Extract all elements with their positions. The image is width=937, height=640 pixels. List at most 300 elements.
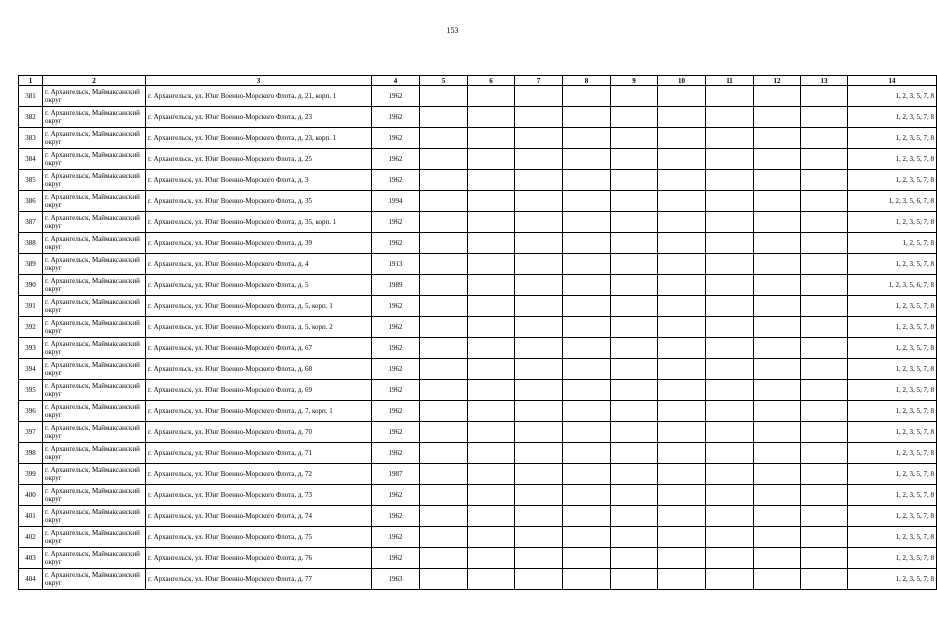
row-number-cell: 383 (19, 128, 43, 149)
empty-cell (468, 149, 515, 170)
empty-cell (420, 527, 468, 548)
empty-cell (658, 317, 706, 338)
empty-cell (563, 296, 611, 317)
empty-cell (658, 296, 706, 317)
empty-cell (754, 296, 801, 317)
address-cell: г. Архангельск, ул. Юнг Военно-Морского Флота, д. 74 (146, 506, 372, 527)
empty-cell (468, 422, 515, 443)
district-cell: г. Архангельск, Маймаксанский округ (43, 149, 146, 170)
row-number-cell: 390 (19, 275, 43, 296)
year-cell: 1962 (372, 233, 420, 254)
empty-cell (515, 191, 563, 212)
empty-cell (754, 212, 801, 233)
empty-cell (420, 233, 468, 254)
empty-cell (658, 275, 706, 296)
empty-cell (611, 569, 658, 590)
empty-cell (420, 170, 468, 191)
row-number-cell: 388 (19, 233, 43, 254)
empty-cell (801, 86, 848, 107)
empty-cell (420, 212, 468, 233)
empty-cell (515, 317, 563, 338)
empty-cell (801, 548, 848, 569)
year-cell: 1989 (372, 275, 420, 296)
empty-cell (801, 569, 848, 590)
empty-cell (420, 401, 468, 422)
empty-cell (611, 359, 658, 380)
row-number-cell: 395 (19, 380, 43, 401)
row-number-cell: 396 (19, 401, 43, 422)
empty-cell (563, 275, 611, 296)
empty-cell (563, 107, 611, 128)
column-header: 10 (658, 76, 706, 86)
empty-cell (611, 527, 658, 548)
address-cell: г. Архангельск, ул. Юнг Военно-Морского Флота, д. 21, корп. 1 (146, 86, 372, 107)
empty-cell (754, 338, 801, 359)
empty-cell (754, 401, 801, 422)
empty-cell (611, 254, 658, 275)
empty-cell (754, 233, 801, 254)
district-cell: г. Архангельск, Маймаксанский округ (43, 254, 146, 275)
empty-cell (754, 548, 801, 569)
codes-cell: 1, 2, 3, 5, 7, 8 (848, 296, 937, 317)
year-cell: 1962 (372, 317, 420, 338)
table-row (19, 191, 937, 212)
empty-cell (611, 296, 658, 317)
empty-cell (515, 464, 563, 485)
row-number-cell: 403 (19, 548, 43, 569)
table-row (19, 107, 937, 128)
address-cell: г. Архангельск, ул. Юнг Военно-Морского Флота, д. 23 (146, 107, 372, 128)
empty-cell (611, 149, 658, 170)
empty-cell (754, 86, 801, 107)
district-cell: г. Архангельск, Маймаксанский округ (43, 338, 146, 359)
empty-cell (801, 212, 848, 233)
codes-cell: 1, 2, 5, 7, 8 (848, 233, 937, 254)
table-row (19, 233, 937, 254)
table-row (19, 485, 937, 506)
year-cell: 1962 (372, 401, 420, 422)
address-cell: г. Архангельск, ул. Юнг Военно-Морского Флота, д. 35 (146, 191, 372, 212)
empty-cell (801, 422, 848, 443)
year-cell: 1962 (372, 128, 420, 149)
empty-cell (658, 149, 706, 170)
year-cell: 1962 (372, 107, 420, 128)
row-number-cell: 402 (19, 527, 43, 548)
year-cell: 1962 (372, 149, 420, 170)
codes-cell: 1, 2, 3, 5, 7, 8 (848, 401, 937, 422)
codes-cell: 1, 2, 3, 5, 7, 8 (848, 86, 937, 107)
row-number-cell: 386 (19, 191, 43, 212)
empty-cell (515, 170, 563, 191)
empty-cell (706, 317, 754, 338)
codes-cell: 1, 2, 3, 5, 7, 8 (848, 464, 937, 485)
empty-cell (611, 107, 658, 128)
empty-cell (420, 254, 468, 275)
empty-cell (611, 317, 658, 338)
empty-cell (563, 569, 611, 590)
empty-cell (658, 569, 706, 590)
table-row (19, 401, 937, 422)
empty-cell (706, 212, 754, 233)
empty-cell (420, 296, 468, 317)
row-number-cell: 400 (19, 485, 43, 506)
empty-cell (801, 401, 848, 422)
empty-cell (515, 254, 563, 275)
table-row (19, 128, 937, 149)
district-cell: г. Архангельск, Маймаксанский округ (43, 506, 146, 527)
empty-cell (611, 128, 658, 149)
empty-cell (468, 128, 515, 149)
empty-cell (706, 359, 754, 380)
empty-cell (801, 506, 848, 527)
codes-cell: 1, 2, 3, 5, 7, 8 (848, 317, 937, 338)
empty-cell (801, 107, 848, 128)
district-cell: г. Архангельск, Маймаксанский округ (43, 359, 146, 380)
empty-cell (468, 527, 515, 548)
empty-cell (801, 170, 848, 191)
district-cell: г. Архангельск, Маймаксанский округ (43, 107, 146, 128)
row-number-cell: 397 (19, 422, 43, 443)
codes-cell: 1, 2, 3, 5, 7, 8 (848, 443, 937, 464)
empty-cell (754, 359, 801, 380)
empty-cell (754, 380, 801, 401)
empty-cell (801, 464, 848, 485)
district-cell: г. Архангельск, Маймаксанский округ (43, 464, 146, 485)
empty-cell (515, 422, 563, 443)
empty-cell (515, 443, 563, 464)
address-cell: г. Архангельск, ул. Юнг Военно-Морского Флота, д. 71 (146, 443, 372, 464)
empty-cell (611, 548, 658, 569)
empty-cell (754, 443, 801, 464)
empty-cell (468, 191, 515, 212)
empty-cell (706, 380, 754, 401)
empty-cell (515, 401, 563, 422)
empty-cell (515, 485, 563, 506)
empty-cell (420, 464, 468, 485)
table-row (19, 275, 937, 296)
column-header: 6 (468, 76, 515, 86)
empty-cell (611, 338, 658, 359)
register-table (18, 75, 937, 590)
row-number-cell: 382 (19, 107, 43, 128)
empty-cell (658, 527, 706, 548)
address-cell: г. Архангельск, ул. Юнг Военно-Морского Флота, д. 5, корп. 1 (146, 296, 372, 317)
empty-cell (515, 128, 563, 149)
empty-cell (754, 317, 801, 338)
address-cell: г. Архангельск, ул. Юнг Военно-Морского Флота, д. 72 (146, 464, 372, 485)
empty-cell (563, 191, 611, 212)
column-header: 13 (801, 76, 848, 86)
empty-cell (754, 506, 801, 527)
empty-cell (515, 107, 563, 128)
column-header: 3 (146, 76, 372, 86)
empty-cell (468, 359, 515, 380)
year-cell: 1962 (372, 548, 420, 569)
empty-cell (563, 317, 611, 338)
year-cell: 1963 (372, 569, 420, 590)
table-row (19, 527, 937, 548)
codes-cell: 1, 2, 3, 5, 7, 8 (848, 506, 937, 527)
empty-cell (658, 233, 706, 254)
codes-cell: 1, 2, 3, 5, 7, 8 (848, 527, 937, 548)
row-number-cell: 387 (19, 212, 43, 233)
empty-cell (706, 170, 754, 191)
row-number-cell: 391 (19, 296, 43, 317)
empty-cell (420, 506, 468, 527)
column-header: 4 (372, 76, 420, 86)
column-header: 12 (754, 76, 801, 86)
codes-cell: 1, 2, 3, 5, 7, 8 (848, 149, 937, 170)
empty-cell (706, 296, 754, 317)
empty-cell (658, 128, 706, 149)
empty-cell (468, 548, 515, 569)
empty-cell (515, 548, 563, 569)
table-row (19, 464, 937, 485)
empty-cell (706, 422, 754, 443)
empty-cell (801, 338, 848, 359)
empty-cell (563, 254, 611, 275)
row-number-cell: 384 (19, 149, 43, 170)
empty-cell (563, 359, 611, 380)
district-cell: г. Архангельск, Маймаксанский округ (43, 275, 146, 296)
empty-cell (420, 191, 468, 212)
year-cell: 1962 (372, 485, 420, 506)
empty-cell (420, 149, 468, 170)
empty-cell (420, 380, 468, 401)
empty-cell (468, 506, 515, 527)
year-cell: 1962 (372, 212, 420, 233)
table-row (19, 422, 937, 443)
district-cell: г. Архангельск, Маймаксанский округ (43, 548, 146, 569)
empty-cell (754, 254, 801, 275)
empty-cell (468, 380, 515, 401)
empty-cell (420, 485, 468, 506)
empty-cell (515, 569, 563, 590)
empty-cell (706, 254, 754, 275)
empty-cell (658, 191, 706, 212)
empty-cell (515, 86, 563, 107)
column-header: 9 (611, 76, 658, 86)
address-cell: г. Архангельск, ул. Юнг Военно-Морского Флота, д. 3 (146, 170, 372, 191)
empty-cell (468, 338, 515, 359)
codes-cell: 1, 2, 3, 5, 7, 8 (848, 338, 937, 359)
codes-cell: 1, 2, 3, 5, 6, 7, 8 (848, 275, 937, 296)
district-cell: г. Архангельск, Маймаксанский округ (43, 317, 146, 338)
empty-cell (658, 401, 706, 422)
empty-cell (754, 275, 801, 296)
empty-cell (658, 443, 706, 464)
empty-cell (801, 233, 848, 254)
district-cell: г. Архангельск, Маймаксанский округ (43, 296, 146, 317)
address-cell: г. Архангельск, ул. Юнг Военно-Морского Флота, д. 35, корп. 1 (146, 212, 372, 233)
empty-cell (468, 464, 515, 485)
codes-cell: 1, 2, 3, 5, 7, 8 (848, 128, 937, 149)
empty-cell (468, 569, 515, 590)
empty-cell (563, 212, 611, 233)
district-cell: г. Архангельск, Маймаксанский округ (43, 233, 146, 254)
year-cell: 1962 (372, 422, 420, 443)
empty-cell (468, 485, 515, 506)
table-row (19, 569, 937, 590)
empty-cell (563, 464, 611, 485)
empty-cell (754, 191, 801, 212)
empty-cell (515, 212, 563, 233)
row-number-cell: 385 (19, 170, 43, 191)
table-row (19, 317, 937, 338)
empty-cell (706, 464, 754, 485)
row-number-cell: 404 (19, 569, 43, 590)
empty-cell (706, 506, 754, 527)
empty-cell (801, 296, 848, 317)
empty-cell (706, 443, 754, 464)
empty-cell (706, 485, 754, 506)
empty-cell (611, 506, 658, 527)
empty-cell (515, 380, 563, 401)
district-cell: г. Архангельск, Маймаксанский округ (43, 485, 146, 506)
empty-cell (658, 254, 706, 275)
address-cell: г. Архангельск, ул. Юнг Военно-Морского Флота, д. 7, корп. 1 (146, 401, 372, 422)
empty-cell (420, 548, 468, 569)
address-cell: г. Архангельск, ул. Юнг Военно-Морского Флота, д. 4 (146, 254, 372, 275)
empty-cell (468, 275, 515, 296)
empty-cell (658, 359, 706, 380)
empty-cell (801, 485, 848, 506)
year-cell: 1962 (372, 338, 420, 359)
empty-cell (754, 128, 801, 149)
empty-cell (420, 338, 468, 359)
empty-cell (801, 317, 848, 338)
empty-cell (801, 443, 848, 464)
table-row (19, 170, 937, 191)
address-cell: г. Архангельск, ул. Юнг Военно-Морского Флота, д. 5 (146, 275, 372, 296)
empty-cell (468, 254, 515, 275)
empty-cell (754, 170, 801, 191)
empty-cell (658, 548, 706, 569)
empty-cell (658, 506, 706, 527)
district-cell: г. Архангельск, Маймаксанский округ (43, 569, 146, 590)
page-number: 153 (446, 26, 459, 35)
codes-cell: 1, 2, 3, 5, 7, 8 (848, 548, 937, 569)
address-cell: г. Архангельск, ул. Юнг Военно-Морского Флота, д. 39 (146, 233, 372, 254)
empty-cell (611, 464, 658, 485)
column-header: 5 (420, 76, 468, 86)
address-cell: г. Архангельск, ул. Юнг Военно-Морского Флота, д. 67 (146, 338, 372, 359)
district-cell: г. Архангельск, Маймаксанский округ (43, 380, 146, 401)
empty-cell (563, 443, 611, 464)
district-cell: г. Архангельск, Маймаксанский округ (43, 86, 146, 107)
empty-cell (420, 275, 468, 296)
empty-cell (563, 128, 611, 149)
empty-cell (706, 107, 754, 128)
empty-cell (515, 527, 563, 548)
empty-cell (611, 86, 658, 107)
empty-cell (563, 338, 611, 359)
empty-cell (754, 527, 801, 548)
address-cell: г. Архангельск, ул. Юнг Военно-Морского Флота, д. 77 (146, 569, 372, 590)
codes-cell: 1, 2, 3, 5, 7, 8 (848, 254, 937, 275)
address-cell: г. Архангельск, ул. Юнг Военно-Морского Флота, д. 69 (146, 380, 372, 401)
address-cell: г. Архангельск, ул. Юнг Военно-Морского Флота, д. 73 (146, 485, 372, 506)
empty-cell (658, 86, 706, 107)
district-cell: г. Архангельск, Маймаксанский округ (43, 128, 146, 149)
year-cell: 1962 (372, 380, 420, 401)
header-row (19, 76, 937, 86)
empty-cell (515, 338, 563, 359)
table-row (19, 296, 937, 317)
row-number-cell: 393 (19, 338, 43, 359)
address-cell: г. Архангельск, ул. Юнг Военно-Морского Флота, д. 75 (146, 527, 372, 548)
empty-cell (706, 128, 754, 149)
empty-cell (658, 485, 706, 506)
empty-cell (468, 317, 515, 338)
empty-cell (420, 359, 468, 380)
district-cell: г. Архангельск, Маймаксанский округ (43, 212, 146, 233)
empty-cell (563, 401, 611, 422)
empty-cell (515, 506, 563, 527)
empty-cell (515, 233, 563, 254)
row-number-cell: 381 (19, 86, 43, 107)
empty-cell (468, 170, 515, 191)
address-cell: г. Архангельск, ул. Юнг Военно-Морского Флота, д. 5, корп. 2 (146, 317, 372, 338)
empty-cell (563, 506, 611, 527)
empty-cell (706, 401, 754, 422)
empty-cell (611, 485, 658, 506)
empty-cell (754, 464, 801, 485)
empty-cell (563, 548, 611, 569)
codes-cell: 1, 2, 3, 5, 7, 8 (848, 569, 937, 590)
year-cell: 1987 (372, 464, 420, 485)
empty-cell (706, 338, 754, 359)
column-header: 14 (848, 76, 937, 86)
codes-cell: 1, 2, 3, 5, 7, 8 (848, 422, 937, 443)
table-row (19, 380, 937, 401)
empty-cell (563, 233, 611, 254)
empty-cell (754, 485, 801, 506)
empty-cell (706, 275, 754, 296)
empty-cell (515, 359, 563, 380)
empty-cell (563, 86, 611, 107)
empty-cell (611, 212, 658, 233)
table-body (19, 86, 937, 590)
table-row (19, 212, 937, 233)
empty-cell (563, 527, 611, 548)
empty-cell (801, 191, 848, 212)
year-cell: 1962 (372, 527, 420, 548)
empty-cell (658, 422, 706, 443)
empty-cell (801, 128, 848, 149)
empty-cell (611, 170, 658, 191)
table-row (19, 548, 937, 569)
address-cell: г. Архангельск, ул. Юнг Военно-Морского Флота, д. 70 (146, 422, 372, 443)
empty-cell (420, 443, 468, 464)
row-number-cell: 399 (19, 464, 43, 485)
empty-cell (468, 233, 515, 254)
empty-cell (706, 569, 754, 590)
empty-cell (658, 380, 706, 401)
empty-cell (468, 86, 515, 107)
empty-cell (658, 464, 706, 485)
empty-cell (468, 212, 515, 233)
empty-cell (706, 233, 754, 254)
empty-cell (611, 401, 658, 422)
year-cell: 1962 (372, 296, 420, 317)
codes-cell: 1, 2, 3, 5, 7, 8 (848, 107, 937, 128)
empty-cell (563, 149, 611, 170)
district-cell: г. Архангельск, Маймаксанский округ (43, 170, 146, 191)
column-header: 11 (706, 76, 754, 86)
row-number-cell: 398 (19, 443, 43, 464)
year-cell: 1962 (372, 86, 420, 107)
